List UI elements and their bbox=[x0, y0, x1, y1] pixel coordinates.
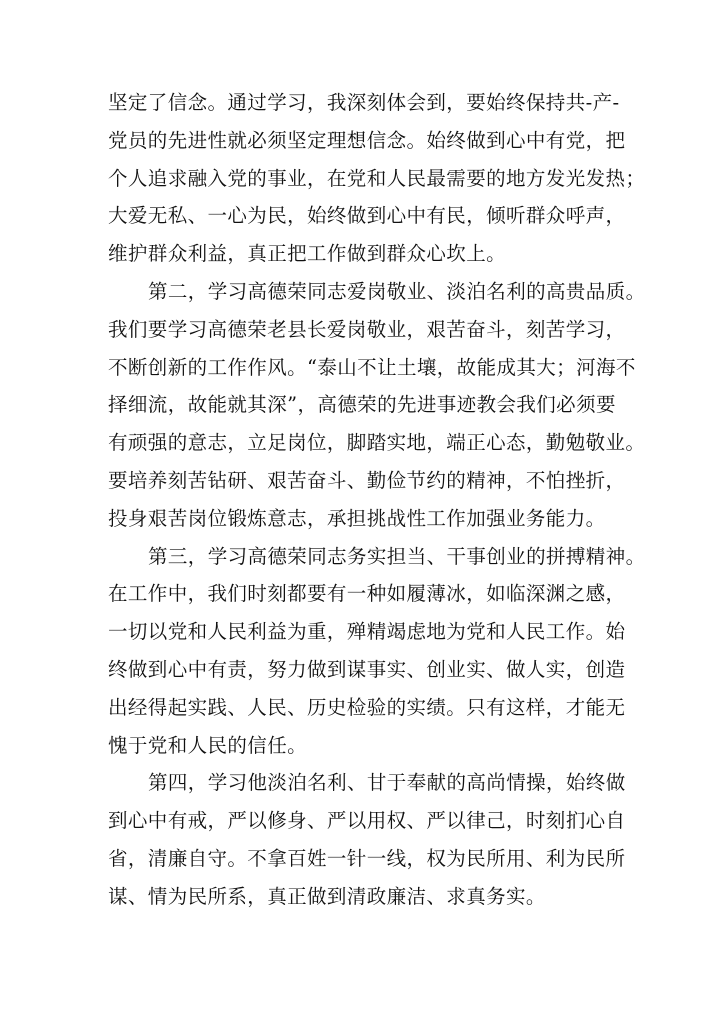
text-line: 择细流，故能就其深”，高德荣的先进事迹教会我们必须要 bbox=[108, 393, 616, 417]
text-line: 在工作中，我们时刻都要有一种如履薄冰，如临深渊之感， bbox=[108, 582, 626, 606]
text-line: 党员的先进性就必须坚定理想信念。始终做到心中有党，把 bbox=[108, 128, 626, 152]
text-line: 愧于党和人民的信任。 bbox=[108, 733, 308, 757]
text-line: 投身艰苦岗位锻炼意志，承担挑战性工作加强业务能力。 bbox=[108, 506, 606, 530]
text-line: 要培养刻苦钻研、艰苦奋斗、勤俭节约的精神，不怕挫折， bbox=[108, 468, 626, 492]
paragraph-3 bbox=[108, 538, 646, 765]
text-line: 一切以党和人民利益为重，殚精竭虑地为党和人民工作。始 bbox=[108, 620, 626, 644]
text-line: 第四，学习他淡泊名利、甘于奉献的高尚情操，始终做 bbox=[148, 771, 626, 795]
text-line: 大爱无私、一心为民，始终做到心中有民，倾听群众呼声， bbox=[108, 204, 626, 228]
text-line: 谋、情为民所系，真正做到清政廉洁、求真务实。 bbox=[108, 884, 546, 908]
text-line: 出经得起实践、人民、历史检验的实绩。只有这样，才能无 bbox=[108, 695, 626, 719]
text-line: 有顽强的意志，立足岗位，脚踏实地，端正心态，勤勉敬业。 bbox=[108, 431, 646, 455]
text-line: 不断创新的工作作风。“泰山不让土壤，故能成其大；河海不 bbox=[108, 355, 636, 379]
text-line: 维护群众利益，真正把工作做到群众心坎上。 bbox=[108, 242, 507, 266]
text-line: 我们要学习高德荣老县长爱岗敬业，艰苦奋斗，刻苦学习， bbox=[108, 317, 626, 341]
text-line: 到心中有戒，严以修身、严以用权、严以律己，时刻扪心自 bbox=[108, 809, 626, 833]
paragraph-1 bbox=[108, 84, 646, 273]
text-line: 个人追求融入党的事业，在党和人民最需要的地方发光发热； bbox=[108, 166, 646, 190]
document-body bbox=[108, 84, 646, 916]
text-line: 第二，学习高德荣同志爱岗敬业、淡泊名利的高贵品质。 bbox=[148, 279, 646, 303]
paragraph-4 bbox=[108, 764, 626, 915]
text-line: 省，清廉自守。不拿百姓一针一线，权为民所用、利为民所 bbox=[108, 846, 626, 870]
paragraph-2 bbox=[108, 273, 646, 538]
text-line: 第三，学习高德荣同志务实担当、干事创业的拼搏精神。 bbox=[148, 544, 646, 568]
text-line: 坚定了信念。通过学习，我深刻体会到，要始终保持共-产- bbox=[108, 91, 620, 114]
text-line: 终做到心中有责，努力做到谋事实、创业实、做人实，创造 bbox=[108, 657, 626, 681]
